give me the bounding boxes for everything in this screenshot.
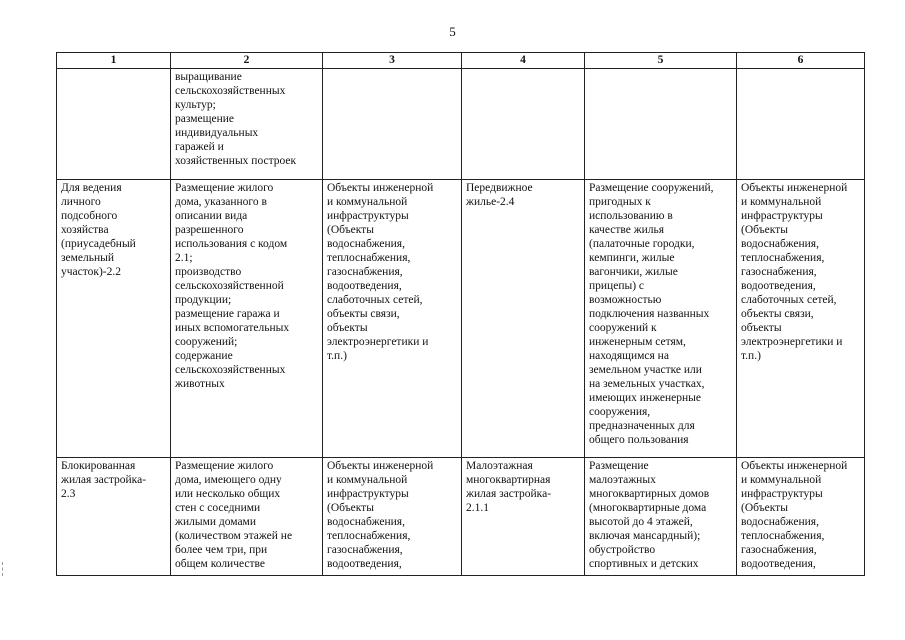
table-header-row: [57, 53, 865, 69]
table-row: [57, 458, 865, 576]
scan-margin-mark: [2, 562, 6, 576]
table-cell: Объекты инженерной и коммунальной инфраструктуры (Объекты водоснабжения, теплоснабжения, газоснабжения, водоотведения,: [323, 458, 462, 576]
table-cell: Объекты инженерной и коммунальной инфраструктуры (Объекты водоснабжения, теплоснабжения, газоснабжения, водоотведения, слаботочных сетей, объекты связи, объекты электроэнергетики и т.п.): [737, 180, 865, 458]
table-cell: [737, 69, 865, 180]
table-cell: Малоэтажная многоквартирная жилая застройка- 2.1.1: [462, 458, 585, 576]
table-row: [57, 69, 865, 180]
table-cell: [585, 69, 737, 180]
page-number: 5: [449, 24, 456, 39]
table-cell: Для ведения личного подсобного хозяйства (приусадебный земельный участок)-2.2: [57, 180, 171, 458]
column-header: 6: [737, 53, 865, 69]
table-cell: Передвижное жилье-2.4: [462, 180, 585, 458]
table-cell: Блокированная жилая застройка- 2.3: [57, 458, 171, 576]
table-cell: Объекты инженерной и коммунальной инфраструктуры (Объекты водоснабжения, теплоснабжения, газоснабжения, водоотведения, слаботочных сетей, объекты связи, объекты электроэнергетики и т.п.): [323, 180, 462, 458]
table-cell: Размещение жилого дома, имеющего одну или несколько общих стен с соседними жилыми домами (количеством этажей не более чем три, при общем количестве: [171, 458, 323, 576]
column-header: 2: [171, 53, 323, 69]
table-row: [57, 180, 865, 458]
table-cell: Размещение сооружений, пригодных к использованию в качестве жилья (палаточные городки, кемпинги, жилые вагончики, жилые прицепы) с возможностью подключения названных сооружений к инженерным сетям, находящимся на земельном участке или на земельных участках, имеющих инженерные сооружения, предназначенных для общего пользования: [585, 180, 737, 458]
column-header: 3: [323, 53, 462, 69]
table-cell: Размещение жилого дома, указанного в описании вида разрешенного использования с кодом 2.1; производство сельскохозяйственной продукции; размещение гаража и иных вспомогательных сооружений; содержание сельскохозяйственных животных: [171, 180, 323, 458]
table-cell: [462, 69, 585, 180]
table-cell: [323, 69, 462, 180]
table-cell: Объекты инженерной и коммунальной инфраструктуры (Объекты водоснабжения, теплоснабжения, газоснабжения, водоотведения,: [737, 458, 865, 576]
table-cell: Размещение малоэтажных многоквартирных домов (многоквартирные дома высотой до 4 этажей, включая мансардный); обустройство спортивных и детских: [585, 458, 737, 576]
column-header: 4: [462, 53, 585, 69]
table-cell: [57, 69, 171, 180]
land-use-table: [56, 52, 865, 576]
table-cell: выращивание сельскохозяйственных культур; размещение индивидуальных гаражей и хозяйственных построек: [171, 69, 323, 180]
column-header: 1: [57, 53, 171, 69]
column-header: 5: [585, 53, 737, 69]
